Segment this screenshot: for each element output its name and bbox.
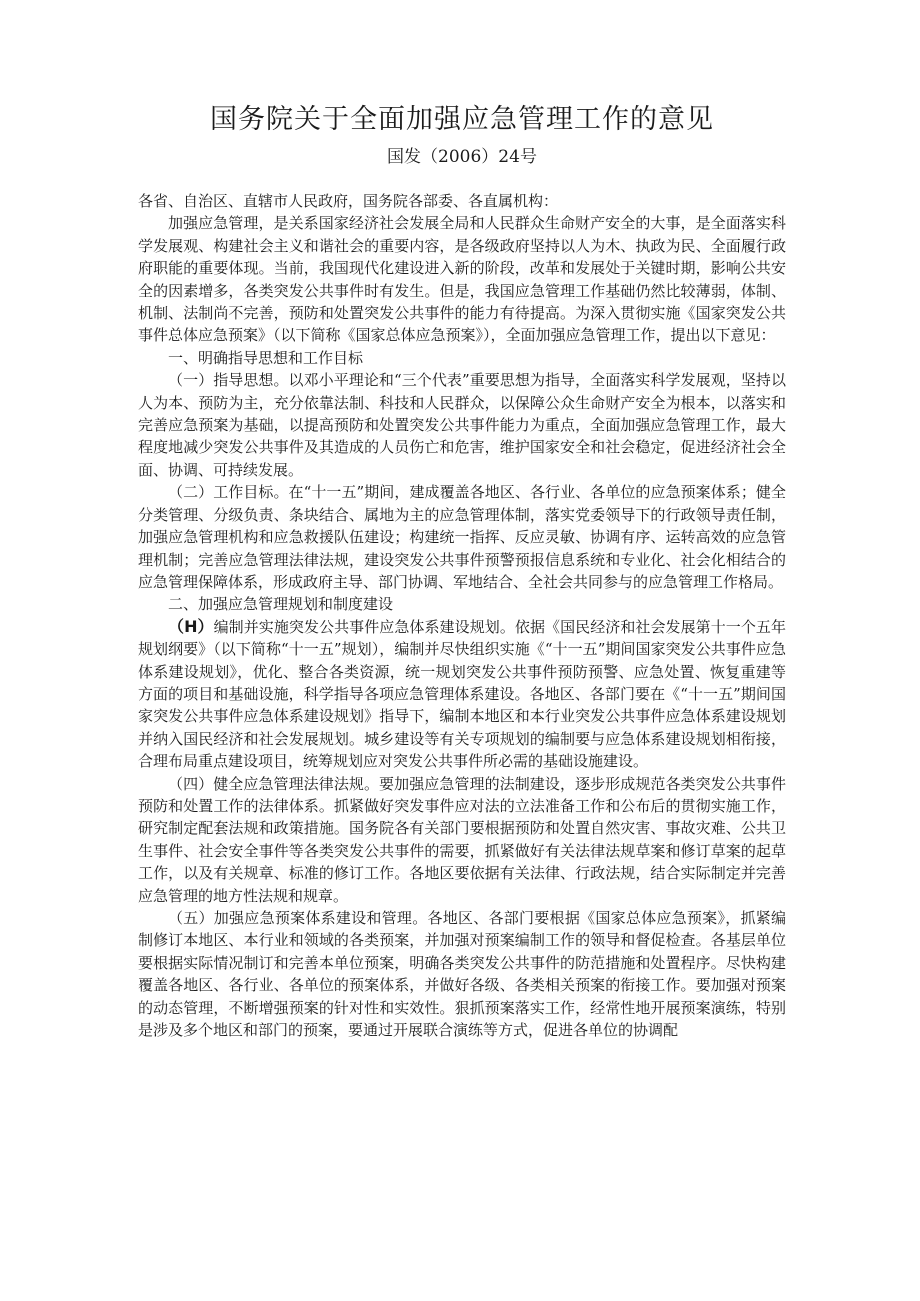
paragraph-planning — [138, 616, 786, 773]
paragraph-emergency-plans: （五）加强应急预案体系建设和管理。各地区、各部门要根据《国家总体应急预案》，抓紧编制修订本地区、本行业和领域的各类预案，并加强对预案编制工作的领导和督促检查。各基层单位要根据实际情况制订和完善本单位预案，明确各类突发公共事件的防范措施和处置程序。尽快构建覆盖各地区、各行业、各单位的预案体系，并做好各级、各类相关预案的衔接工作。要加强对预案的动态管理，不断增强预案的针对性和实效性。狠抓预案落实工作，经常性地开展预案演练，特别是涉及多个地区和部门的预案，要通过开展联合演练等方式，促进各单位的协调配 — [138, 909, 786, 1040]
salutation: 各省、自治区、直辖市人民政府，国务院各部委、各直属机构： — [138, 192, 559, 210]
paragraph-planning-text: 编制并实施突发公共事件应急体系建设规划。依据《国民经济和社会发展第十一个五年规划纲要》（以下简称“十一五”规划），编制并尽快组织实施《“十一五”期间国家突发公共事件应急体系建设规划》，优化、整合各类资源，统一规划突发公共事件预防预警、应急处置、恢复重建等方面的项目和基础设施，科学指导各项应急管理体系建设。各地区、各部门要在《“十一五”期间国家突发公共事件应急体系建设规划》指导下，编制本地区和本行业突发公共事件应急体系建设规划并纳入国民经济和社会发展规划。城乡建设等有关专项规划的编制要与应急体系建设规划相衔接，合理布局重点建设项目，统筹规划应对突发公共事件所必需的基础设施建设。 — [138, 617, 786, 771]
paragraph-laws: （四）健全应急管理法律法规。要加强应急管理的法制建设，逐步形成规范各类突发公共事件预防和处置工作的法律体系。抓紧做好突发事件应对法的立法准备工作和公布后的贯彻实施工作，研究制定配套法规和政策措施。国务院各有关部门要根据预防和处置自然灾害、事故灾难、公共卫生事件、社会安全事件等各类突发公共事件的需要，抓紧做好有关法律法规草案和修订草案的起草工作，以及有关规章、标准的修订工作。各地区要依据有关法律、行政法规，结合实际制定并完善应急管理的地方性法规和规章。 — [138, 774, 786, 905]
document-number: 国发（2006）24号 — [387, 147, 537, 167]
paragraph-guiding-ideology: （一）指导思想。以邓小平理论和“三个代表”重要思想为指导，全面落实科学发展观，坚持以人为本、预防为主，充分依靠法制、科技和人民群众，以保障公众生命财产安全为根本，以落实和完善应急预案为基础，以提高预防和处置突发公共事件能力为重点，全面加强应急管理工作，最大程度地减少突发公共事件及其造成的人员伤亡和危害，维护国家安全和社会稳定，促进经济社会全面、协调、可持续发展。 — [138, 371, 786, 479]
section-heading-2: 二、加强应急管理规划和制度建设 — [168, 595, 394, 614]
document-page — [138, 100, 786, 1041]
item-number-mark: （H） — [168, 616, 214, 636]
document-title: 国务院关于全面加强应急管理工作的意见 — [210, 104, 714, 135]
paragraph-work-goals: （二）工作目标。在“十一五”期间，建成覆盖各地区、各行业、各单位的应急预案体系；健全分类管理、分级负责、条块结合、属地为主的应急管理体制，落实党委领导下的行政领导责任制，加强应急管理机构和应急救援队伍建设；构建统一指挥、反应灵敏、协调有序、运转高效的应急管理机制；完善应急管理法律法规，建设突发公共事件预警预报信息系统和专业化、社会化相结合的应急管理保障体系，形成政府主导、部门协调、军地结合、全社会共同参与的应急管理工作格局。 — [138, 483, 786, 591]
intro-paragraph: 加强应急管理，是关系国家经济社会发展全局和人民群众生命财产安全的大事，是全面落实科学发展观、构建社会主义和谐社会的重要内容，是各级政府坚持以人为木、执政为民、全面履行政府职能的重要体现。当前，我国现代化建设进入新的阶段，改革和发展处于关键时期，影响公共安全的因素增多，各类突发公共事件时有发生。但是，我国应急管理工作基础仍然比较薄弱，体制、机制、法制尚不完善，预防和处置突发公共事件的能力有待提高。为深入贯彻实施《国家突发公共事件总体应急预案》（以下简称《国家总体应急预案》），全面加强应急管理工作，提出以下意见： — [138, 214, 786, 345]
section-heading-1: 一、明确指导思想和工作目标 — [168, 348, 364, 367]
